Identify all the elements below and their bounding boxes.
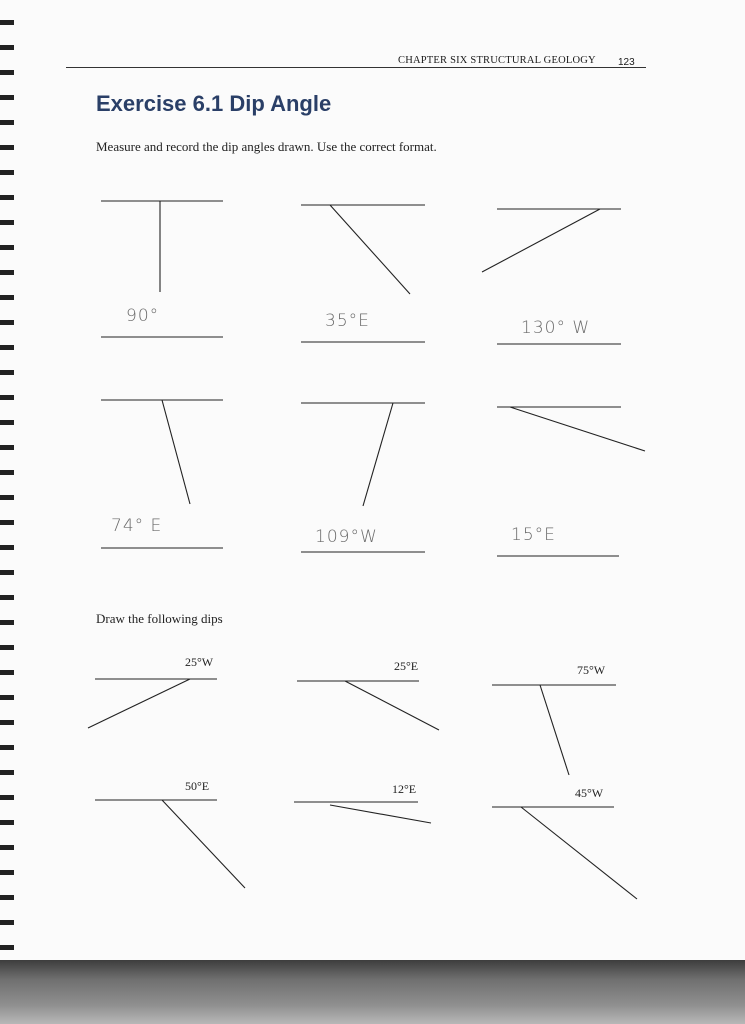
answer-5: 109°W — [315, 527, 378, 547]
drawn-dip-line — [540, 685, 569, 775]
draw-section-label: Draw the following dips — [96, 611, 223, 626]
dip-label-6: 45°W — [575, 786, 604, 800]
page-number: 123 — [618, 57, 635, 68]
dip-label-4: 50°E — [185, 779, 210, 793]
answer-3: 130° W — [521, 318, 591, 338]
instruction-text: Measure and record the dip angles drawn. Use the correct format. — [96, 139, 437, 154]
drawn-dip-line — [345, 681, 439, 730]
answer-2: 35°E — [325, 311, 370, 331]
dip-line — [482, 209, 600, 272]
dip-line — [510, 407, 645, 451]
dip-line — [330, 205, 410, 294]
running-head: CHAPTER SIX STRUCTURAL GEOLOGY — [398, 55, 596, 66]
drawn-dip-line — [162, 800, 245, 888]
dip-label-2: 25°E — [394, 659, 419, 673]
answer-4: 74° E — [111, 516, 163, 536]
dip-line — [162, 400, 190, 504]
answer-6: 15°E — [511, 525, 556, 545]
drawn-dip-line — [521, 807, 637, 899]
drawn-dip-line — [330, 805, 431, 823]
dip-label-5: 12°E — [392, 782, 417, 796]
drawn-dip-line — [88, 679, 190, 728]
answer-1: 90° — [126, 306, 160, 326]
dip-line — [363, 403, 393, 506]
dip-label-3: 75°W — [577, 663, 606, 677]
dip-label-1: 25°W — [185, 655, 214, 669]
exercise-title: Exercise 6.1 Dip Angle — [96, 91, 332, 116]
